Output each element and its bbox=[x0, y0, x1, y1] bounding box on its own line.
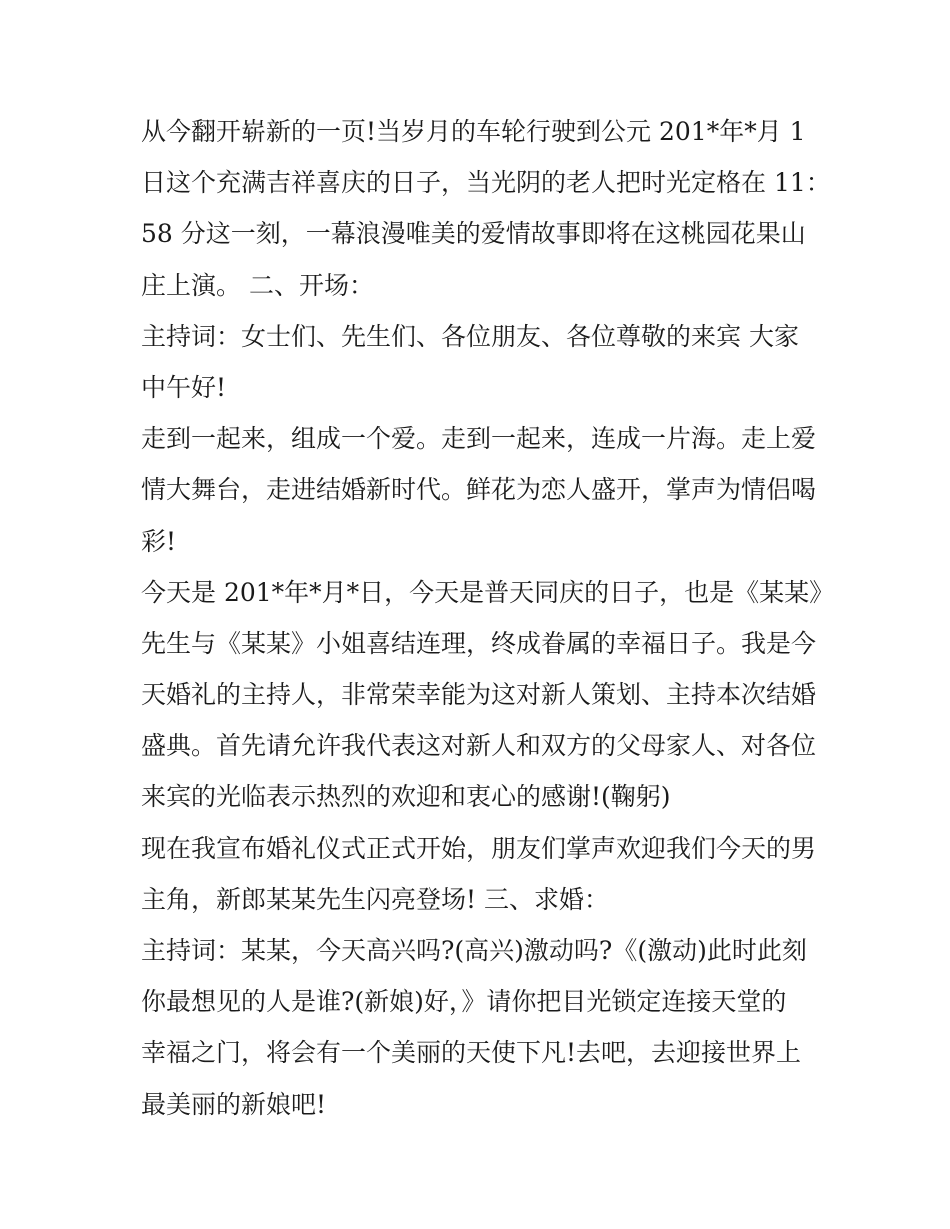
text-line: 幸福之门，将会有一个美丽的天使下凡!去吧，去迎接世界上 bbox=[141, 1038, 802, 1068]
text-line: 走到一起来，组成一个爱。走到一起来，连成一片海。走上爱 bbox=[141, 424, 817, 454]
text-line: 最美丽的新娘吧! bbox=[141, 1089, 327, 1119]
text-line: 彩! bbox=[141, 526, 177, 556]
document-body bbox=[141, 106, 835, 1130]
text-line: 中午好! bbox=[141, 372, 227, 402]
text-line: 从今翻开崭新的一页!当岁月的车轮行驶到公元 201*年*月 1 bbox=[141, 117, 806, 146]
text-line: 58 分这一刻，一幕浪漫唯美的爱情故事即将在这桃园花果山 bbox=[141, 219, 806, 249]
text-line: 先生与《某某》小姐喜结连理，终成眷属的幸福日子。我是今 bbox=[141, 628, 817, 658]
text-line: 今天是 201*年*月*日，今天是普天同庆的日子，也是《某某》 bbox=[141, 577, 835, 607]
text-line: 情大舞台，走进结婚新时代。鲜花为恋人盛开，掌声为情侣喝 bbox=[141, 475, 817, 505]
text-line: 现在我宣布婚礼仪式正式开始，朋友们掌声欢迎我们今天的男 bbox=[141, 833, 817, 863]
text-line: 主持词：女士们、先生们、各位朋友、各位尊敬的来宾 大家 bbox=[141, 321, 799, 351]
text-line: 你最想见的人是谁?(新娘)好，》请你把目光锁定连接天堂的 bbox=[141, 987, 787, 1017]
text-line: 盛典。首先请允许我代表这对新人和双方的父母家人、对各位 bbox=[141, 731, 817, 761]
text-line: 庄上演。 二、开场： bbox=[141, 270, 374, 300]
text-line: 来宾的光临表示热烈的欢迎和衷心的感谢!(鞠躬) bbox=[141, 782, 671, 812]
text-line: 主持词：某某，今天高兴吗?(高兴)激动吗?《(激动)此时此刻 bbox=[141, 936, 807, 965]
text-line: 主角，新郎某某先生闪亮登场! 三、求婚： bbox=[141, 884, 609, 914]
text-line: 日这个充满吉祥喜庆的日子，当光阴的老人把时光定格在 11： bbox=[141, 168, 831, 198]
text-line: 天婚礼的主持人，非常荣幸能为这对新人策划、主持本次结婚 bbox=[141, 680, 817, 710]
